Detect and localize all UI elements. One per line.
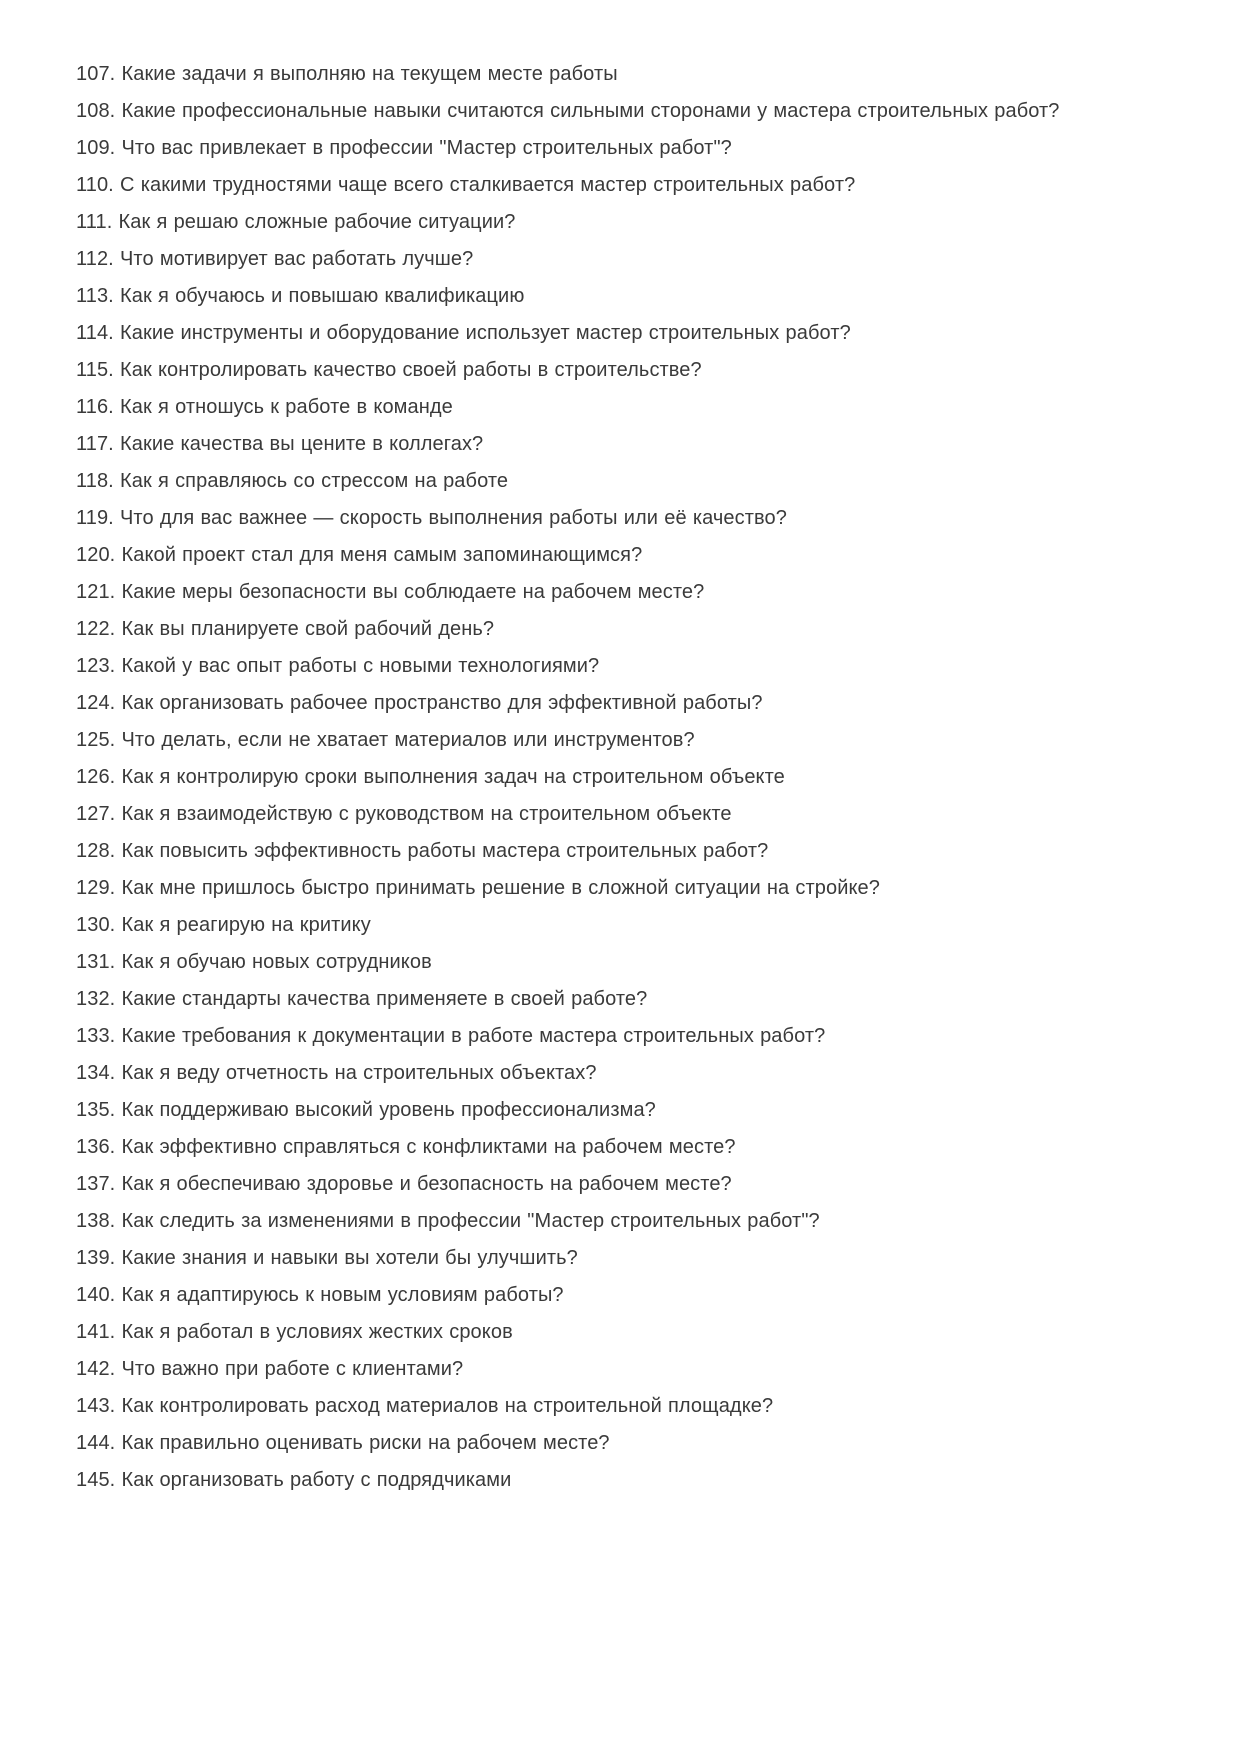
list-item: [76, 315, 1061, 352]
question-text: Как я работал в условиях жестких сроков: [121, 1321, 513, 1343]
question-text: Как я адаптируюсь к новым условиям работы?: [121, 1284, 564, 1306]
question-text: Как я отношусь к работе в команде: [120, 396, 453, 418]
question-text: Как я обучаюсь и повышаю квалификацию: [120, 285, 525, 307]
question-text: Какие инструменты и оборудование использует мастер строительных работ?: [120, 322, 851, 344]
question-number: 126.: [76, 766, 122, 788]
question-number: 121.: [76, 581, 122, 603]
question-text: Что важно при работе с клиентами?: [121, 1358, 464, 1380]
list-item: [76, 722, 1061, 759]
question-number: 135.: [76, 1099, 122, 1121]
list-item: [76, 944, 1061, 981]
question-text: Что вас привлекает в профессии "Мастер строительных работ"?: [121, 137, 732, 159]
question-number: 141.: [76, 1321, 122, 1343]
question-text: Как я решаю сложные рабочие ситуации?: [118, 211, 516, 233]
question-text: Какой проект стал для меня самым запоминающимся?: [121, 544, 643, 566]
question-text: Как я веду отчетность на строительных объектах?: [121, 1062, 597, 1084]
question-text: Как я реагирую на критику: [121, 914, 371, 936]
question-number: 114.: [76, 322, 120, 344]
list-item: [76, 759, 1061, 796]
question-number: 125.: [76, 729, 122, 751]
list-item: [76, 500, 1061, 537]
question-number: 137.: [76, 1173, 122, 1195]
question-number: 128.: [76, 840, 122, 862]
question-number: 113.: [76, 285, 120, 307]
list-item: [76, 426, 1061, 463]
list-item: [76, 1388, 1061, 1425]
question-text: Как я обеспечиваю здоровье и безопасность на рабочем месте?: [121, 1173, 732, 1195]
question-number: 145.: [76, 1469, 122, 1491]
question-number: 143.: [76, 1395, 122, 1417]
list-item: [76, 352, 1061, 389]
list-item: [76, 1425, 1061, 1462]
question-number: 110.: [76, 174, 120, 196]
list-item: [76, 907, 1061, 944]
question-text: Какие требования к документации в работе мастера строительных работ?: [121, 1025, 826, 1047]
question-text: Как следить за изменениями в профессии "Мастер строительных работ"?: [121, 1210, 820, 1232]
list-item: [76, 1240, 1061, 1277]
list-item: [76, 611, 1061, 648]
question-text: Какие меры безопасности вы соблюдаете на рабочем месте?: [121, 581, 705, 603]
question-number: 112.: [76, 248, 120, 270]
question-number: 132.: [76, 988, 122, 1010]
question-text: Как организовать работу с подрядчиками: [121, 1469, 512, 1491]
question-text: Как я контролирую сроки выполнения задач на строительном объекте: [121, 766, 785, 788]
question-text: Как эффективно справляться с конфликтами на рабочем месте?: [121, 1136, 736, 1158]
question-number: 117.: [76, 433, 120, 455]
question-text: Как контролировать расход материалов на строительной площадке?: [121, 1395, 774, 1417]
question-number: 119.: [76, 507, 120, 529]
list-item: [76, 1277, 1061, 1314]
question-number: 127.: [76, 803, 122, 825]
list-item: [76, 204, 1061, 241]
question-number: 123.: [76, 655, 122, 677]
question-number: 129.: [76, 877, 122, 899]
question-text: Как правильно оценивать риски на рабочем месте?: [121, 1432, 610, 1454]
question-number: 131.: [76, 951, 122, 973]
question-text: Как повысить эффективность работы мастера строительных работ?: [121, 840, 769, 862]
list-item: [76, 241, 1061, 278]
question-text: Что мотивирует вас работать лучше?: [120, 248, 474, 270]
question-text: Что для вас важнее — скорость выполнения работы или её качество?: [120, 507, 787, 529]
question-text: Что делать, если не хватает материалов или инструментов?: [121, 729, 695, 751]
list-item: [76, 1166, 1061, 1203]
list-item: [76, 1314, 1061, 1351]
list-item: [76, 278, 1061, 315]
question-number: 136.: [76, 1136, 122, 1158]
question-text: Как контролировать качество своей работы в строительстве?: [120, 359, 702, 381]
question-text: Как я обучаю новых сотрудников: [121, 951, 432, 973]
question-number: 122.: [76, 618, 122, 640]
question-text: Как поддерживаю высокий уровень профессионализма?: [121, 1099, 656, 1121]
question-number: 118.: [76, 470, 120, 492]
question-text: Как вы планируете свой рабочий день?: [121, 618, 495, 640]
list-item: [76, 167, 1061, 204]
question-text: Какой у вас опыт работы с новыми технологиями?: [121, 655, 600, 677]
question-number: 116.: [76, 396, 120, 418]
question-number: 138.: [76, 1210, 122, 1232]
list-item: [76, 1055, 1061, 1092]
list-item: [76, 1203, 1061, 1240]
question-number: 107.: [76, 63, 122, 85]
list-item: [76, 870, 1061, 907]
question-number: 130.: [76, 914, 122, 936]
list-item: [76, 93, 1061, 130]
list-item: [76, 463, 1061, 500]
question-number: 124.: [76, 692, 122, 714]
list-item: [76, 1018, 1061, 1055]
list-item: [76, 537, 1061, 574]
question-number: 111.: [76, 211, 119, 233]
question-number: 109.: [76, 137, 122, 159]
question-number: 120.: [76, 544, 122, 566]
list-item: [76, 981, 1061, 1018]
list-item: [76, 574, 1061, 611]
question-number: 139.: [76, 1247, 122, 1269]
list-item: [76, 1092, 1061, 1129]
question-text: Как я справляюсь со стрессом на работе: [120, 470, 509, 492]
list-item: [76, 685, 1061, 722]
question-text: Какие задачи я выполняю на текущем месте работы: [121, 63, 618, 85]
question-text: Какие знания и навыки вы хотели бы улучшить?: [121, 1247, 578, 1269]
list-item: [76, 648, 1061, 685]
question-text: Как организовать рабочее пространство для эффективной работы?: [121, 692, 763, 714]
list-item: [76, 1351, 1061, 1388]
question-text: Какие качества вы цените в коллегах?: [120, 433, 484, 455]
question-text: Как мне пришлось быстро принимать решение в сложной ситуации на стройке?: [121, 877, 881, 899]
list-item: [76, 56, 1061, 93]
question-number: 115.: [76, 359, 120, 381]
question-text: Как я взаимодействую с руководством на строительном объекте: [121, 803, 732, 825]
list-item: [76, 130, 1061, 167]
question-list: [76, 56, 1061, 1499]
question-number: 133.: [76, 1025, 122, 1047]
question-text: С какими трудностями чаще всего сталкивается мастер строительных работ?: [120, 174, 856, 196]
question-number: 142.: [76, 1358, 122, 1380]
list-item: [76, 389, 1061, 426]
question-number: 134.: [76, 1062, 122, 1084]
question-number: 140.: [76, 1284, 122, 1306]
list-item: [76, 1462, 1061, 1499]
list-item: [76, 833, 1061, 870]
question-text: Какие профессиональные навыки считаются сильными сторонами у мастера строительных работ?: [121, 100, 1060, 122]
list-item: [76, 796, 1061, 833]
question-text: Какие стандарты качества применяете в своей работе?: [121, 988, 648, 1010]
question-number: 144.: [76, 1432, 122, 1454]
list-item: [76, 1129, 1061, 1166]
question-number: 108.: [76, 100, 122, 122]
